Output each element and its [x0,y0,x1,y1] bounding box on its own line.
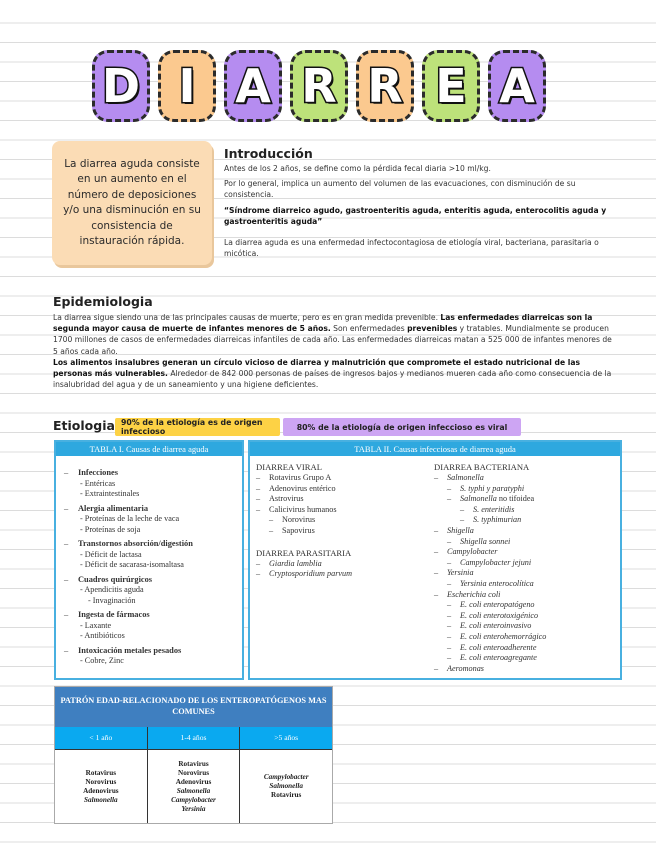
title [92,50,552,126]
title-letter: E [422,50,480,122]
cause-group: – Transtornos absorción/digestión [64,539,242,550]
list-item: – Norovirus [256,515,352,526]
definition-text: La diarrea aguda consiste en un aumento en el número de deposiciones y/o una disminución en su consistencia de instauración rápida. [63,157,201,247]
table-infectious [248,440,622,680]
pathogen-name: Adenovirus [175,777,212,786]
intro-heading: Introducción [224,146,313,161]
epi-para-2: Los alimentos insalubres generan un círculo vicioso de diarrea y malnutrición que compromete el estado nutricional de las personas más vulnerables. Alrededor de 842 000 personas de países de ingresos bajos y medianos mueren cada año como consecuencia de la insalubridad del agua y de un saneamiento y una higiene deficientes. [53,357,612,390]
intro-p2: Por lo general, implica un aumento del volumen de las evacuaciones, con disminución de su consistencia. [224,179,576,200]
title-letter: D [92,50,150,122]
pathogen-name: Campylobacter [171,795,216,804]
age-col-header: 1-4 años [148,727,241,749]
epi-para-1: La diarrea sigue siendo una de las principales causas de muerte, pero es en gran medida prevenible. Las enfermedades diarreicas son la segunda mayor causa de muerte de infantes menores de 5 años. Son enfermedades prevenibles y tratables. Mundialmente se producen 1700 millones de casos de enfermedades diarreicas infantiles de cada año. Las enfermedades diarreicas matan a 525 000 de infantes menores de 5 años cada año. [53,313,612,356]
pathogen-name: Rotavirus [178,759,209,768]
age-table-header [55,727,332,749]
list-item: – Campylobacter jejuni [434,558,546,569]
list-item: – Sapovirus [256,526,352,537]
pathogen-name: Salmonella [269,782,303,790]
pathogen-name: Salmonella [176,786,211,795]
age-col-over5 [240,750,332,823]
cause-item: - Déficit de sacarasa-isomaltasa [80,560,184,569]
title-letter: A [224,50,282,122]
definition-note [52,141,212,265]
etio-tag-viral: 80% de la etiología de origen infeccioso es viral [283,418,521,436]
age-col-1to4 [148,750,241,823]
list-item: – Aeromonas [434,664,546,675]
list-item: – E. coli enterohemorrágico [434,632,546,643]
cause-item: - Invaginación [88,595,136,605]
list-item: – Cryptosporidium parvum [256,569,352,580]
list-item: – Adenovirus entérico [256,484,352,495]
cause-group: – Cuadros quirúrgicos [64,575,242,586]
epi-heading: Epidemiologia [53,294,153,309]
table-causes-title: TABLA I. Causas de diarrea aguda [56,442,242,456]
cause-item: - Proteínas de soja [80,524,141,534]
intro-p3: “Síndrome diarreico agudo, gastroenteritis aguda, enteritis aguda, enterocolitis aguda y gastroenteritis aguda” [224,205,607,226]
age-table-values [55,749,332,823]
age-table-title: PATRÓN EDAD-RELACIONADO DE LOS ENTEROPATÓGENOS MAS COMUNES [55,687,332,727]
cause-item: - Déficit de lactasa [80,549,142,559]
parasit-heading: DIARREA PARASITARIA [256,547,352,558]
age-col-header: >5 años [274,733,299,742]
table-age-pattern [54,686,333,824]
list-item: – S. typhi y paratyphi [434,484,546,495]
list-item: – E. coli enteroadherente [434,643,546,654]
list-item: – S. typhimurian [434,515,546,526]
etio-tag-infeccioso: 90% de la etiología es de origen infeccioso [115,418,280,436]
list-item: – Salmonella [434,473,546,484]
cause-group: – Alergia alimentaria [64,504,242,515]
intro-body [224,163,614,263]
pathogen-name: Rotavirus [85,768,117,777]
viral-column [256,462,352,580]
cause-item: - Extraintestinales [80,489,140,498]
list-item: – Astrovirus [256,494,352,505]
pathogen-name: Campylobacter [263,773,309,781]
bact-column [434,462,546,674]
table-infectious-title: TABLA II. Causas infecciosas de diarrea aguda [250,442,620,456]
intro-p1: Antes de los 2 años, se define como la pérdida fecal diaria >10 ml/kg. [224,164,491,173]
title-letter: R [290,50,348,122]
list-item: – Shigella sonnei [434,537,546,548]
cause-item: - Proteínas de la leche de vaca [80,514,180,523]
list-item: – Giardia lamblia [256,559,352,570]
intro-p4: La diarrea aguda es una enfermedad infectocontagiosa de etiología viral, bacteriana, parasitaria o micótica. [224,238,599,259]
age-col-header: < 1 año [55,727,148,749]
title-letter: R [356,50,414,122]
cause-item: - Apendicitis aguda [80,585,144,594]
cause-item: - Cobre, Zinc [80,656,124,665]
pathogen-name: Salmonella [84,795,118,804]
pathogen-name: Norovirus [85,777,117,786]
table-causes [54,440,244,680]
age-col-under1 [55,750,148,823]
viral-heading: DIARREA VIRAL [256,462,322,472]
list-item: – Calicivirus humanos [256,505,352,516]
list-item: – E. coli enterotoxigénico [434,611,546,622]
cause-item: - Antibióticos [80,631,125,640]
pathogen-name: Norovirus [178,768,210,777]
table-causes-list [56,456,242,667]
title-letter: I [158,50,216,122]
list-item: – E. coli enteroinvasivo [434,621,546,632]
list-item: – E. coli enteroagregante [434,653,546,664]
title-letter: A [488,50,546,122]
cause-group: – Infecciones [64,468,242,479]
list-item: – Salmonella no tifoidea [434,494,546,505]
list-item: – E. coli enteropatógeno [434,600,546,611]
list-item: – Yersinia [434,568,546,579]
list-item: – Shigella [434,526,546,537]
list-item: – S. enteritidis [434,505,546,516]
pathogen-name: Adenovirus [83,786,119,795]
list-item: – Escherichia coli [434,590,546,601]
pathogen-name: Yersinia [181,804,206,813]
cause-item: - Laxante [80,620,112,630]
etio-heading: Etiologia [53,418,115,433]
cause-group: – Ingesta de fármacos [64,610,242,621]
list-item: – Yersinia enterocolítica [434,579,546,590]
bact-heading: DIARREA BACTERIANA [434,462,530,472]
cause-group: – Intoxicación metales pesados [64,646,242,657]
pathogen-name: Rotavirus [271,791,302,799]
list-item: – Rotavirus Grupo A [256,473,352,484]
list-item: – Campylobacter [434,547,546,558]
epi-body [53,312,613,390]
cause-item: - Entéricas [80,478,116,488]
